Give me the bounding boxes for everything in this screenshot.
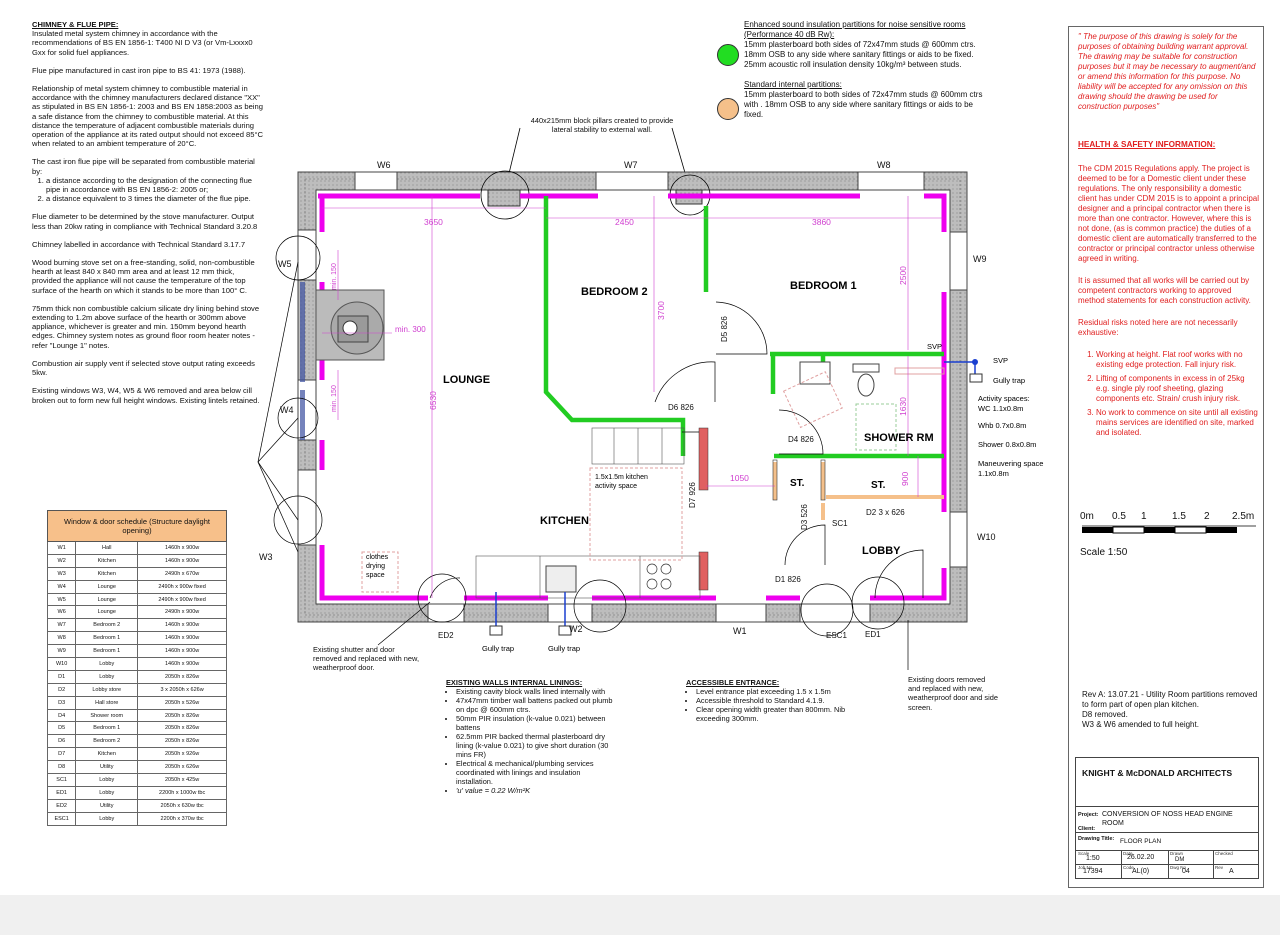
schedule-ref: D7 — [48, 748, 76, 761]
schedule-size: 2050h x 826w — [138, 709, 227, 722]
dimension-labels — [331, 217, 910, 486]
hs-title: HEALTH & SAFETY INFORMATION: — [1078, 140, 1216, 149]
activity-4: Maneuvering space — [978, 459, 1044, 468]
disclaimer-note: " The purpose of this drawing is solely for the purposes of obtaining building warrant approval. The drawing may be suitable for construction purposes but it may be necessary to augment/and or amend this information for this purpose. No liability will be accepted for any omission on this drawing should the drawing be used for construction purposes" — [1078, 32, 1256, 111]
schedule-row — [48, 542, 227, 555]
schedule-ref: D8 — [48, 761, 76, 774]
existing-doors-left-note: Existing shutter and door removed and replaced with new, weatherproof door. — [313, 645, 419, 673]
schedule-room: Utility — [76, 761, 138, 774]
label-gully-trap-3: Gully trap — [993, 376, 1026, 385]
schedule-size: 2200h x 370w tbc — [138, 812, 227, 825]
label-w1: W1 — [733, 626, 747, 636]
accessible-title: ACCESSIBLE ENTRANCE: — [686, 678, 780, 687]
schedule-row — [48, 658, 227, 671]
schedule-room: Kitchen — [76, 567, 138, 580]
room-store-1: ST. — [790, 478, 805, 489]
pillars-note: 440x215mm block pillars created to provide lateral stability to external wall. — [530, 116, 674, 135]
room-store-2: ST. — [871, 480, 886, 491]
scale-tick-4: 2 — [1204, 511, 1210, 522]
walls-lining-item-0: • Existing cavity block walls lined internally with — [456, 687, 616, 696]
schedule-room: Lobby — [76, 774, 138, 787]
job-field-label: Job No — [1078, 865, 1093, 870]
label-d1: D1 826 — [775, 575, 801, 584]
schedule-size: 1460h x 900w — [138, 645, 227, 658]
chimney-note-7: Wood burning stove set on a free-standing, solid, non-combustible hearth at least 840 x 840 mm area and at least 12 mm thick, provided the appliance will not cause the temperature of the top surface of the hearth on which it stands to be more than 100° C. — [32, 258, 255, 295]
chimney-note-9: Combustion air supply vent if selected stove output rating exceeds 5kw. — [32, 358, 255, 378]
room-lobby: LOBBY — [862, 545, 901, 557]
title-block — [1075, 757, 1259, 879]
schedule-ref: ED1 — [48, 786, 76, 799]
scale-tick-3: 1.5 — [1172, 511, 1186, 522]
walls-lining-item-3: • 62.5mm PIR backed thermal plasterboard dry lining (k-value 0.021) to give short duration (30 mins FR) — [456, 732, 616, 759]
schedule-row — [48, 670, 227, 683]
schedule-row — [48, 722, 227, 735]
chimney-heading: CHIMNEY & FLUE PIPE: — [32, 20, 119, 29]
activity-spaces-list — [978, 394, 1043, 478]
chimney-note-li1: 1. a distance according to the designation of the connecting flue pipe in accordance with BS EN 1856-2: 2005 or; — [46, 176, 264, 194]
revision-note: Rev A: 13.07.21 - Utility Room partitions removed to form part of open plan kitchen. D8 removed. W3 & W6 amended to full height. — [1082, 690, 1258, 729]
schedule-size: 2050h x 826w — [138, 670, 227, 683]
scale-tick-0: 0m — [1080, 511, 1094, 522]
label-kitchen-space: 1.5x1.5m kitchen activity space — [595, 474, 648, 490]
schedule-size: 2050h x 630w tbc — [138, 799, 227, 812]
existing-doors-right-note: Existing doors removed and replaced with new, weatherproof door and side screen. — [908, 675, 998, 712]
scale-field-label: Scale — [1078, 851, 1090, 856]
schedule-row — [48, 735, 227, 748]
walls-lining-item-4: • Electrical & mechanical/plumbing services coordinated with linings and insulation installation. — [456, 759, 616, 786]
activity-1: WC 1.1x0.8m — [978, 404, 1024, 413]
schedule-row — [48, 774, 227, 787]
activity-0: Activity spaces: — [978, 394, 1030, 403]
dim-3650: 3650 — [424, 217, 443, 227]
dim-min-150-b: min. 150 — [331, 385, 338, 412]
drawn-field: DM — [1175, 857, 1185, 863]
schedule-ref: SC1 — [48, 774, 76, 787]
date-field-label: Date — [1123, 851, 1133, 856]
room-shower: SHOWER RM — [864, 432, 934, 444]
label-sc1: SC1 — [832, 519, 848, 528]
kitchen-red-block — [699, 552, 708, 590]
schedule-row — [48, 632, 227, 645]
door-swings — [430, 302, 923, 598]
schedule-room: Bedroom 2 — [76, 619, 138, 632]
room-lounge: LOUNGE — [443, 374, 491, 386]
sound-legend-text: 15mm plasterboard both sides of 72x47mm studs @ 600mm ctrs. 18mm OSB to any side where sanitary fittings or aids to be fixed. 25mm acoustic roll insulation density 10kg/m³ between studs. — [744, 40, 976, 69]
dwg-field: 04 — [1182, 868, 1190, 875]
window-frame-w4 — [300, 390, 305, 440]
pillar-1 — [488, 190, 520, 206]
schedule-ref: D6 — [48, 735, 76, 748]
svp-box — [895, 368, 944, 374]
walls-lining-notes — [446, 678, 616, 795]
scale-bar — [1080, 511, 1260, 561]
drawing-title-label: Drawing Title: — [1078, 836, 1115, 842]
drawn-field-label: Drawn — [1170, 851, 1184, 856]
schedule-room: Bedroom 1 — [76, 645, 138, 658]
drawing-title: FLOOR PLAN — [1120, 838, 1162, 845]
code-field: AL(0) — [1132, 868, 1150, 875]
schedule-room: Bedroom 1 — [76, 632, 138, 645]
schedule-room: Kitchen — [76, 554, 138, 567]
dim-3700: 3700 — [656, 301, 666, 320]
schedule-size: 2050h x 425w — [138, 774, 227, 787]
schedule-row — [48, 580, 227, 593]
dim-900: 900 — [900, 471, 910, 486]
schedule-room: Hall — [76, 542, 138, 555]
code-field-label: Code — [1123, 865, 1134, 870]
gully-trap-1-icon — [490, 626, 502, 635]
kitchen-sink — [546, 566, 576, 592]
window-w7 — [596, 172, 668, 190]
schedule-room: Kitchen — [76, 748, 138, 761]
schedule-room: Hall store — [76, 696, 138, 709]
door-d7-leaf — [699, 428, 708, 490]
dim-3860: 3860 — [812, 217, 831, 227]
project-name: CONVERSION OF NOSS HEAD ENGINE ROOM — [1102, 811, 1233, 827]
window-w5 — [298, 230, 316, 280]
schedule-size: 1460h x 900w — [138, 554, 227, 567]
label-w5: W5 — [278, 259, 292, 269]
sound-legend-title: Enhanced sound insulation partitions for noise sensitive rooms (Performance 40 dB Rw): — [744, 20, 966, 39]
walls-lining-title: EXISTING WALLS INTERNAL LININGS: — [446, 678, 583, 687]
rev-field-label: Rev — [1215, 865, 1224, 870]
checked-field-label: Checked — [1215, 851, 1233, 856]
label-d7: D7 926 — [688, 482, 697, 508]
window-w10 — [950, 512, 967, 567]
sound-legend-swatch — [717, 44, 739, 66]
accessible-entrance-notes — [686, 678, 861, 723]
schedule-size: 2050h x 526w — [138, 696, 227, 709]
schedule-room: Lobby — [76, 670, 138, 683]
chimney-note-li2: 2. a distance equivalent to 3 times the diameter of the flue pipe. — [46, 194, 264, 203]
schedule-row — [48, 748, 227, 761]
std-legend-text: 15mm plasterboard to both sides of 72x47mm studs @ 600mm ctrs with . 18mm OSB to any side where sanitary fittings or aids to be fixed. — [744, 90, 983, 119]
schedule-ref: D1 — [48, 670, 76, 683]
window-w9 — [950, 232, 967, 290]
chimney-note-10: Existing windows W3, W4, W5 & W6 removed and area below cill broken out to form new full height windows. Existing lintels retained. — [32, 386, 260, 405]
label-d4: D4 826 — [788, 435, 814, 444]
schedule-room: Lounge — [76, 593, 138, 606]
label-svp: SVP — [993, 356, 1009, 365]
schedule-row — [48, 709, 227, 722]
dim-1630: 1630 — [898, 397, 908, 416]
schedule-size: 1460h x 900w — [138, 632, 227, 645]
dim-min-150-a: min. 150 — [331, 263, 338, 290]
rev-field: A — [1229, 868, 1234, 875]
schedule-size: 2050h x 926w — [138, 748, 227, 761]
kitchen-units — [476, 428, 700, 598]
schedule-ref: W3 — [48, 567, 76, 580]
schedule-ref: W2 — [48, 554, 76, 567]
scale-tick-2: 1 — [1141, 511, 1147, 522]
walls-lining-item-2: • 50mm PIR insulation (k-value 0.021) between battens — [456, 714, 616, 732]
scale-label: Scale 1:50 — [1080, 547, 1128, 558]
schedule-size: 2050h x 826w — [138, 735, 227, 748]
schedule-size: 2490h x 900w — [138, 606, 227, 619]
partition-legend — [744, 20, 994, 120]
label-ed1: ED1 — [865, 630, 881, 639]
door-ed1-opening — [800, 604, 870, 622]
firm-name: KNIGHT & McDONALD ARCHITECTS — [1082, 768, 1233, 778]
schedule-size: 1460h x 900w — [138, 619, 227, 632]
schedule-room: Lobby — [76, 658, 138, 671]
date-field: 26.02.20 — [1127, 854, 1155, 861]
label-w7: W7 — [624, 160, 638, 170]
schedule-row — [48, 799, 227, 812]
schedule-row — [48, 645, 227, 658]
label-gully-trap-1: Gully trap — [482, 644, 515, 653]
schedule-row — [48, 812, 227, 825]
walls-lining-item-1: • 47x47mm timber wall battens packed out plumb on dpc @ 600mm ctrs. — [456, 696, 616, 714]
schedule-room: Lounge — [76, 580, 138, 593]
job-field: 17394 — [1083, 868, 1103, 875]
door-labels — [438, 316, 905, 640]
schedule-size: 2490h x 670w — [138, 567, 227, 580]
project-label: Project: — [1078, 812, 1099, 818]
schedule-size: 2490h x 900w fixed — [138, 593, 227, 606]
wall-linings — [318, 196, 944, 598]
room-kitchen: KITCHEN — [540, 515, 589, 527]
accessible-item-1: • Accessible threshold to Standard 4.1.9. — [696, 696, 861, 705]
schedule-ref: W9 — [48, 645, 76, 658]
dim-6530: 6530 — [428, 391, 438, 410]
dwg-field-label: Dwg No — [1170, 865, 1187, 870]
schedule-ref: ESC1 — [48, 812, 76, 825]
hs-para-3: Residual risks noted here are not necessarily exhaustive: — [1078, 318, 1238, 337]
label-w2: W2 — [569, 624, 583, 634]
health-safety-notes — [1078, 140, 1260, 442]
schedule-size: 3 x 2050h x 626w — [138, 683, 227, 696]
hs-risk-0: 1. Working at height. Flat roof works with no existing edge protection. Fall injury risk. — [1096, 350, 1260, 370]
hob — [647, 564, 671, 589]
schedule-title: Window & door schedule (Structure daylight opening) — [48, 511, 227, 542]
label-d6: D6 826 — [668, 403, 694, 412]
chimney-note-3: Relationship of metal system chimney to combustible material in accordance with the chimney manufacturers declared distance "XX" as stipulated in BS EN 1856-1: 2003 and BS EN 1858:2003 as being a safe distance from the chimney to combustible material. At this distance the temperature of adjacent combustible materials during operation of the appliance at its rated output should not exceed 85°C when related to an ambient temperature of 20°C. — [32, 84, 264, 149]
schedule-size: 1460h x 900w — [138, 542, 227, 555]
label-d2: D2 3 x 626 — [866, 508, 905, 517]
door-ed2-opening — [428, 604, 464, 622]
schedule-row — [48, 786, 227, 799]
client-label: Client: — [1078, 826, 1096, 832]
schedule-ref: W6 — [48, 606, 76, 619]
schedule-ref: W7 — [48, 619, 76, 632]
schedule-row — [48, 554, 227, 567]
wc-cistern — [853, 364, 879, 372]
activity-2: Whb 0.7x0.8m — [978, 421, 1027, 430]
label-d5: D5 826 — [720, 316, 729, 342]
schedule-room: Shower room — [76, 709, 138, 722]
walls-lining-item-5: • 'u' value = 0.22 W/m²K — [456, 786, 616, 795]
scale-field: 1:50 — [1086, 855, 1100, 862]
schedule-row — [48, 567, 227, 580]
schedule-ref: W8 — [48, 632, 76, 645]
schedule-size: 2050h x 626w — [138, 761, 227, 774]
label-w10: W10 — [977, 532, 996, 542]
sound-partitions — [546, 196, 944, 456]
label-w3: W3 — [259, 552, 273, 562]
hs-risk-1: 2. Lifting of components in excess in of 25kg e.g. single ply roof sheeting, glazing components etc. Strain/ crush injury risk. — [1096, 374, 1260, 404]
activity-5: 1.1x0.8m — [978, 469, 1009, 478]
dim-min-300: min. 300 — [395, 325, 426, 334]
chimney-note-4: The cast iron flue pipe will be separated from combustible material by: — [32, 157, 255, 176]
accessible-item-0: • Level entrance plat exceeding 1.5 x 1.5m — [696, 687, 861, 696]
schedule-size: 2490h x 900w fixed — [138, 580, 227, 593]
schedule-room: Utility — [76, 799, 138, 812]
label-w9: W9 — [973, 254, 987, 264]
label-svp-inner: SVP — [927, 342, 943, 351]
chimney-note-5: Flue diameter to be determined by the stove manufacturer. Output less than 20kw rating in compliance with Technical Standard 3.20.8 — [32, 212, 258, 231]
schedule-row — [48, 683, 227, 696]
window-w8 — [858, 172, 924, 190]
window-door-schedule — [47, 510, 227, 826]
schedule-ref: W5 — [48, 593, 76, 606]
room-bedroom-2: BEDROOM 2 — [581, 286, 648, 298]
schedule-room: Lobby — [76, 812, 138, 825]
svp-icon — [972, 359, 978, 365]
scale-tick-5: 2.5m — [1232, 511, 1255, 522]
kitchen-activity-space — [590, 468, 682, 560]
label-clothes-space: clothes drying space — [366, 554, 389, 579]
chimney-note-2: Flue pipe manufactured in cast iron pipe to BS 41: 1973 (1988). — [32, 65, 246, 75]
std-legend-title: Standard internal partitions: — [744, 80, 842, 89]
scale-graphic — [1080, 525, 1260, 537]
schedule-body — [48, 542, 227, 826]
window-frame-w5 — [300, 282, 305, 382]
label-ed2: ED2 — [438, 631, 454, 640]
schedule-row — [48, 593, 227, 606]
schedule-ref: D5 — [48, 722, 76, 735]
dimension-lines — [322, 196, 944, 598]
schedule-room: Lobby — [76, 786, 138, 799]
window-w2 — [548, 604, 592, 622]
dim-2450: 2450 — [615, 217, 634, 227]
label-gully-trap-2: Gully trap — [548, 644, 581, 653]
label-esc1: ESC1 — [826, 631, 847, 640]
chimney-note-1: Insulated metal system chimney in accordance with the recommendations of BS EN 1856-1: T400 NI D V3 (or Vm-Lxxxx0 Gxx for solid fuel appliances. — [32, 29, 253, 57]
label-w4: W4 — [280, 405, 294, 415]
schedule-ref: ED2 — [48, 799, 76, 812]
hs-para-2: It is assumed that all works will be carried out by competent contractors working to approved method statements for each construction activity. — [1078, 276, 1251, 305]
chimney-note-8: 75mm thick non combustible calcium silicate dry lining behind stove extending to 1.2m above surface of the hearth or 300mm above appliance, whichever is greater and min. 150mm beyond hearth edges. Chimney system notes as ground floor room heater notes - refer "Lounge 1" notes. — [32, 303, 260, 350]
schedule-room: Lounge — [76, 606, 138, 619]
schedule-room: Bedroom 2 — [76, 735, 138, 748]
activity-3: Shower 0.8x0.8m — [978, 440, 1037, 449]
schedule-row — [48, 619, 227, 632]
schedule-ref: W10 — [48, 658, 76, 671]
label-w8: W8 — [877, 160, 891, 170]
schedule-room: Bedroom 1 — [76, 722, 138, 735]
schedule-row — [48, 696, 227, 709]
schedule-row — [48, 606, 227, 619]
schedule-room: Lobby store — [76, 683, 138, 696]
bottom-bar — [0, 895, 1280, 935]
schedule-size: 1460h x 900w — [138, 658, 227, 671]
accessible-item-2: • Clear opening width greater than 800mm. Nib exceeding 300mm. — [696, 705, 861, 723]
floor-plan — [230, 110, 1070, 670]
window-w3 — [298, 470, 316, 545]
hs-risk-2: 3. No work to commence on site until all existing mains services are identified on site, marked and isolated. — [1096, 408, 1260, 438]
label-d3: D3 526 — [800, 504, 809, 530]
schedule-ref: D2 — [48, 683, 76, 696]
label-w6: W6 — [377, 160, 391, 170]
window-w1 — [716, 604, 766, 622]
dim-1050: 1050 — [730, 473, 749, 483]
gully-trap-3-icon — [970, 374, 982, 382]
schedule-ref: W4 — [48, 580, 76, 593]
schedule-size: 2200h x 1000w tbc — [138, 786, 227, 799]
schedule-ref: D4 — [48, 709, 76, 722]
schedule-ref: D3 — [48, 696, 76, 709]
chimney-note-6: Chimney labelled in accordance with Technical Standard 3.17.7 — [32, 239, 246, 249]
scale-tick-1: 0.5 — [1112, 511, 1126, 522]
hs-para-1: The CDM 2015 Regulations apply. The project is deemed to be for a Domestic client under these regulations. The only responsibility a domestic client has under CDM 2015 is to appoint a principal designer and a principal contractor when there is more than one contractor. However, where this is not done, (as is common practice) the duties of a domestic client are automatically transferred to the contractor or principal contractor unless otherwise agreed in writing. — [1078, 164, 1259, 263]
room-bedroom-1: BEDROOM 1 — [790, 280, 857, 292]
window-w6 — [355, 172, 397, 190]
dim-2500: 2500 — [898, 266, 908, 285]
schedule-ref: W1 — [48, 542, 76, 555]
scale-ticks — [1080, 511, 1260, 525]
schedule-row — [48, 761, 227, 774]
wc-pan — [858, 374, 874, 396]
schedule-size: 2050h x 826w — [138, 722, 227, 735]
